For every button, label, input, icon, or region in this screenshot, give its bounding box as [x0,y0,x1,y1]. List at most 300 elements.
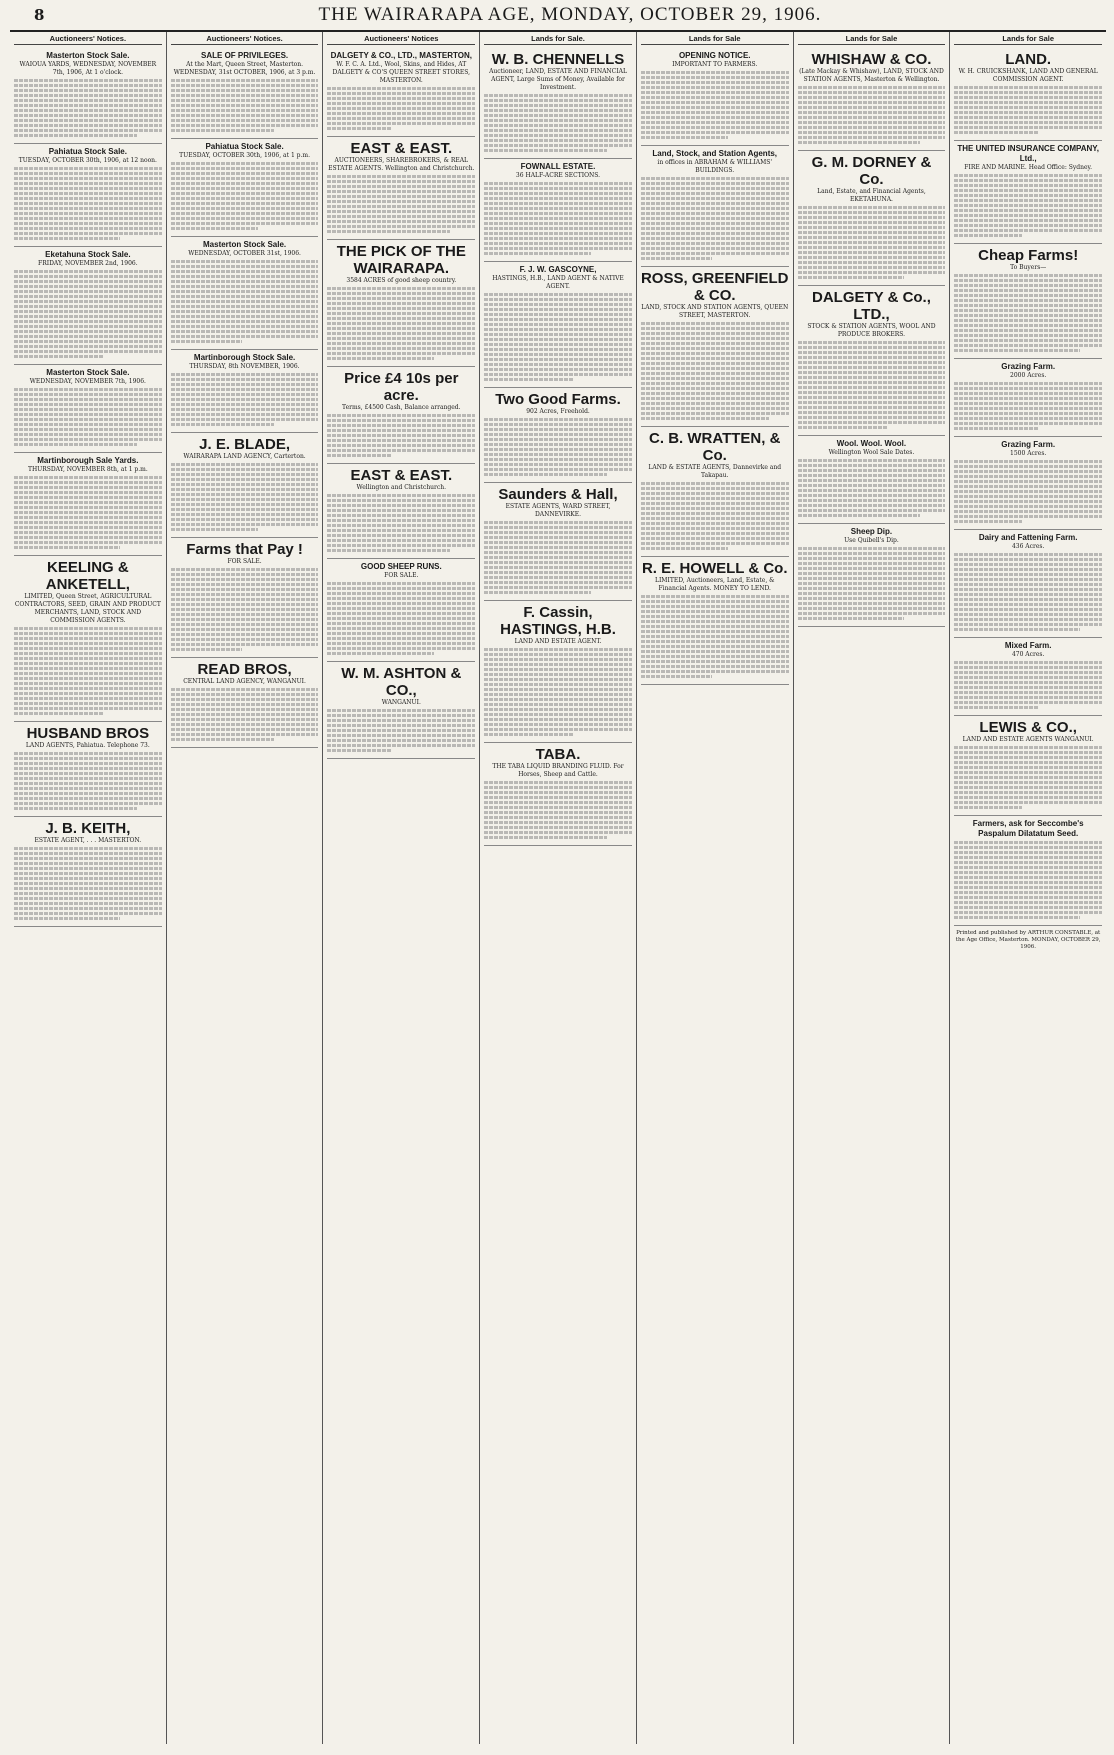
ad-title: W. M. ASHTON & CO., [341,665,462,699]
body-text-line [954,309,1102,312]
body-text-line [327,647,475,650]
body-text-line [641,347,789,350]
ad-title: ROSS, GREENFIELD & CO. [640,270,789,304]
body-text-line [484,293,632,296]
body-text-line [954,583,1102,586]
advertisement [954,437,1102,530]
body-text-line [798,106,946,109]
body-text-line [954,284,1102,287]
column-header: Auctioneers' Notices. [14,34,162,45]
body-text-line [171,227,258,230]
body-text-line [484,109,632,112]
body-text-line [641,136,728,139]
ad-subtitle: 1500 Acres. [1010,450,1047,457]
body-text-line [641,522,789,525]
body-text-line [327,127,392,130]
body-text-line [954,314,1102,317]
body-text-line [171,483,319,486]
body-text-line [327,185,475,188]
advertisement [171,350,319,433]
advertisement [484,48,632,159]
ad-subtitle: 436 Acres. [1011,543,1045,550]
body-text-line [798,582,946,585]
body-text-line [14,227,162,230]
newspaper-title: THE WAIRARAPA AGE, MONDAY, OCTOBER 29, 1906. [318,4,822,25]
body-text-line [798,371,946,374]
advertisement [641,267,789,427]
body-text-line [798,131,946,134]
body-text-line [954,751,1102,754]
body-text-line [798,469,946,472]
body-text-line [954,106,1102,109]
body-text-line [798,261,946,264]
body-text-line [798,459,946,462]
body-text-line [171,202,319,205]
body-text-line [14,897,162,900]
advertisement [798,436,946,524]
body-text-line [798,361,946,364]
body-text-line [954,214,1102,217]
body-text-line [798,136,946,139]
body-text-line [641,635,789,638]
body-text-line [171,473,319,476]
body-text-line [327,195,475,198]
body-text-line [954,520,1022,523]
body-text-line [641,91,789,94]
advertisement [171,658,319,748]
body-text-line [798,474,946,477]
body-text-line [641,600,789,603]
body-text-line [484,521,632,524]
body-text-line [171,295,319,298]
ad-title: F. Cassin, HASTINGS, H.B. [500,604,616,638]
ad-title: Two Good Farms. [495,391,621,408]
body-text-line [171,643,319,646]
advertisement [327,240,475,367]
body-text-line [14,403,162,406]
body-text-line [14,882,162,885]
body-text-line [798,567,946,570]
body-text-line [327,200,475,203]
body-text-line [954,841,1102,844]
body-text-line [14,707,162,710]
body-text-line [641,237,789,240]
body-text-line [484,683,632,686]
ad-title: Farms that Pay ! [186,541,303,558]
advertisement [484,743,632,846]
body-text-line [954,324,1102,327]
body-text-line [484,353,632,356]
body-text-line [484,433,632,436]
body-text-line [641,367,789,370]
advertisement [954,716,1102,816]
body-text-line [171,738,274,741]
body-text-line [484,831,632,834]
body-text-line [954,558,1102,561]
advertisement [484,601,632,743]
ad-subtitle: LIMITED, Auctioneers, Land, Estate, & Financial Agents. MONEY TO LEND. [654,577,775,592]
advertisement [641,427,789,557]
body-text-line [954,801,1102,804]
body-text-line [954,568,1102,571]
body-text-line [171,588,319,591]
column-4 [480,32,637,1744]
body-text-line [327,175,475,178]
advertisement [954,638,1102,716]
body-text-line [484,718,632,721]
body-text-line [641,610,789,613]
advertisement [641,557,789,685]
body-text-line [798,499,946,502]
body-text-line [171,728,319,731]
advertisement [954,48,1102,141]
advertisement [484,483,632,601]
ad-subtitle: 470 Acres. [1011,651,1045,658]
body-text-line [484,811,632,814]
ad-title: KEELING & ANKETELL, [45,559,130,593]
body-text-line [327,494,475,497]
body-text-line [14,340,162,343]
body-text-line [171,260,319,263]
body-text-line [14,388,162,391]
body-text-line [954,392,1102,395]
body-text-line [954,746,1102,749]
body-text-line [327,352,475,355]
body-text-line [798,216,946,219]
body-text-line [171,310,319,313]
body-text-line [954,116,1102,119]
body-text-line [798,416,946,419]
ad-subtitle: (Late Mackay & Whishaw), LAND, STOCK AND STATION AGENTS, Masterton & Wellington. [799,68,944,83]
advertisement [327,662,475,759]
body-text-line [327,622,475,625]
body-text-line [954,776,1102,779]
body-text-line [484,733,574,736]
body-text-line [14,647,162,650]
body-text-line [641,187,789,190]
body-text-line [327,92,475,95]
body-text-line [484,418,632,421]
body-text-line [14,787,162,790]
body-text-line [798,479,946,482]
body-text-line [484,658,632,661]
body-text-line [954,329,1102,332]
body-text-line [484,313,632,316]
ad-title: J. E. BLADE, [199,436,290,453]
ad-heading: Masterton Stock Sale. [203,240,287,249]
body-text-line [14,637,162,640]
body-text-line [327,602,475,605]
body-text-line [327,220,475,223]
body-text-line [641,76,789,79]
body-text-line [14,546,120,549]
body-text-line [327,632,475,635]
body-text-line [171,618,319,621]
body-text-line [14,270,162,273]
advertisement [327,48,475,137]
body-text-line [327,612,475,615]
body-text-line [327,429,475,432]
ad-subtitle: FOR SALE. [227,558,262,565]
body-text-line [954,485,1102,488]
body-text-line [641,252,789,255]
ad-title: R. E. HOWELL & Co. [641,560,788,577]
body-text-line [14,433,162,436]
body-text-line [171,378,319,381]
body-text-line [954,475,1102,478]
advertisement [171,48,319,139]
ad-heading: Martinborough Stock Sale. [193,353,296,362]
body-text-line [14,119,162,122]
body-text-line [484,453,632,456]
body-text-line [171,628,319,631]
ad-subtitle: W. F. C. A. Ltd., Wool, Skins, and Hides, AT DALGETY & CO'S QUEEN STREET STORES, MASTERTON. [332,61,471,84]
body-text-line [171,177,319,180]
body-text-line [171,187,319,190]
body-text-line [484,663,632,666]
body-text-line [484,222,632,225]
body-text-line [14,398,162,401]
body-text-line [171,172,319,175]
body-text-line [171,167,319,170]
body-text-line [327,287,475,290]
body-text-line [14,501,162,504]
body-text-line [954,407,1102,410]
body-text-line [171,300,319,303]
ad-subtitle: ESTATE AGENTS, WARD STREET, DANNEVIRKE. [505,503,611,518]
body-text-line [954,618,1102,621]
body-text-line [327,744,475,747]
body-text-line [171,305,319,308]
body-text-line [171,275,319,278]
body-text-line [327,597,475,600]
body-text-line [327,210,475,213]
body-text-line [171,84,319,87]
ad-subtitle: THE TABA LIQUID BRANDING FLUID. For Horses, Sheep and Cattle. [492,763,624,778]
body-text-line [14,280,162,283]
body-text-line [954,417,1102,420]
body-text-line [327,87,475,90]
body-text-line [14,857,162,860]
body-text-line [327,122,475,125]
body-text-line [954,691,1102,694]
body-text-line [327,107,475,110]
body-text-line [484,728,632,731]
page-number: 8 [34,6,45,24]
ad-subtitle: Wellington and Christchurch. [356,484,447,491]
body-text-line [14,172,162,175]
body-text-line [954,876,1102,879]
advertisement [14,247,162,365]
body-text-line [14,782,162,785]
body-text-line [641,96,789,99]
body-text-line [954,334,1102,337]
body-text-line [14,330,162,333]
body-text-line [171,698,319,701]
body-text-line [171,393,319,396]
body-text-line [171,285,319,288]
ad-title: J. B. KEITH, [45,820,131,837]
body-text-line [484,581,632,584]
masthead [10,4,1106,32]
body-text-line [954,460,1102,463]
body-text-line [171,182,319,185]
body-text-line [171,573,319,576]
body-text-line [327,439,475,442]
body-text-line [954,224,1102,227]
body-text-line [327,714,475,717]
ad-subtitle: THURSDAY, 8th NOVEMBER, 1906. [189,363,300,370]
body-text-line [798,607,946,610]
body-text-line [641,620,789,623]
ad-heading: THE UNITED INSURANCE COMPANY, Ltd., [957,144,1099,163]
body-text-line [798,226,946,229]
body-text-line [798,597,946,600]
ad-heading: Pahiatua Stock Sale. [205,142,284,151]
body-text-line [954,696,1102,699]
body-text-line [798,552,946,555]
body-text-line [484,541,632,544]
ad-subtitle: TUESDAY, OCTOBER 30th, 1906, at 12 noon. [18,157,157,164]
ad-subtitle: Land, Estate, and Financial Agents, EKETAHUNA. [817,188,926,203]
body-text-line [641,86,789,89]
body-text-line [798,617,904,620]
body-text-line [327,504,475,507]
body-text-line [484,781,632,784]
body-text-line [14,408,162,411]
body-text-line [14,677,162,680]
body-text-line [641,197,789,200]
body-text-line [327,724,475,727]
body-text-line [14,393,162,396]
body-text-line [954,916,1080,919]
ad-subtitle: FRIDAY, NOVEMBER 2nd, 1906. [38,260,138,267]
body-text-line [484,207,632,210]
body-text-line [641,71,789,74]
body-text-line [798,381,946,384]
ad-heading: Mixed Farm. [1004,641,1052,650]
body-text-line [484,104,632,107]
ad-subtitle: Wellington Wool Sale Dates. [828,449,915,456]
advertisement [327,464,475,559]
ad-title: Price £4 10s per acre. [344,370,459,404]
column-header: Auctioneers' Notices [327,34,475,45]
body-text-line [798,86,946,89]
body-text-line [14,907,162,910]
body-text-line [954,666,1102,669]
body-text-line [641,407,789,410]
body-text-line [14,662,162,665]
body-text-line [798,211,946,214]
ad-heading: Masterton Stock Sale. [46,368,130,377]
body-text-line [484,197,632,200]
body-text-line [171,94,319,97]
body-text-line [641,547,728,550]
body-text-line [641,202,789,205]
ad-title: Cheap Farms! [978,247,1079,264]
body-text-line [484,591,590,594]
body-text-line [484,318,632,321]
body-text-line [641,116,789,119]
body-text-line [484,531,632,534]
body-text-line [484,556,632,559]
body-text-line [954,871,1102,874]
body-text-line [484,463,632,466]
body-text-line [954,756,1102,759]
body-text-line [327,230,450,233]
body-text-line [14,129,162,132]
body-text-line [641,645,789,648]
body-text-line [641,497,789,500]
body-text-line [171,109,319,112]
body-text-line [954,500,1102,503]
body-text-line [798,121,946,124]
body-text-line [327,434,475,437]
body-text-line [171,192,319,195]
body-text-line [327,332,475,335]
body-text-line [641,660,789,663]
body-text-line [641,517,789,520]
body-text-line [171,197,319,200]
body-text-line [484,423,632,426]
body-text-line [484,561,632,564]
body-text-line [954,274,1102,277]
body-text-line [798,401,946,404]
body-text-line [954,628,1080,631]
body-text-line [798,356,946,359]
body-text-line [171,518,319,521]
body-text-line [14,114,162,117]
body-text-line [327,307,475,310]
advertisement [171,538,319,658]
ad-title: G. M. DORNEY & Co. [811,154,932,188]
ad-heading: Land, Stock, and Station Agents, [652,149,778,158]
body-text-line [641,487,789,490]
body-text-line [954,766,1102,769]
body-text-line [484,129,632,132]
body-text-line [641,537,789,540]
body-text-line [14,912,162,915]
ad-heading: Sheep Dip. [850,527,893,536]
body-text-line [327,337,475,340]
body-text-line [484,438,632,441]
body-text-line [798,572,946,575]
body-text-line [171,388,319,391]
ad-title: Saunders & Hall, [498,486,618,503]
body-text-line [171,713,319,716]
body-text-line [641,532,789,535]
body-text-line [171,463,319,466]
body-text-line [641,387,789,390]
body-text-line [327,454,392,457]
body-text-line [327,734,475,737]
body-text-line [798,116,946,119]
column-3 [323,32,480,1744]
body-text-line [798,256,946,259]
body-text-line [641,232,789,235]
body-text-line [14,99,162,102]
body-text-line [484,836,607,839]
body-text-line [327,749,392,752]
body-text-line [327,414,475,417]
ad-subtitle: WAIRARAPA LAND AGENCY, Carterton. [183,453,306,460]
body-text-line [484,232,632,235]
advertisement [954,530,1102,638]
body-text-line [484,182,632,185]
body-text-line [954,613,1102,616]
body-text-line [14,807,137,810]
ad-subtitle: LAND AGENTS, Pahiatua. Telephone 73. [25,742,150,749]
